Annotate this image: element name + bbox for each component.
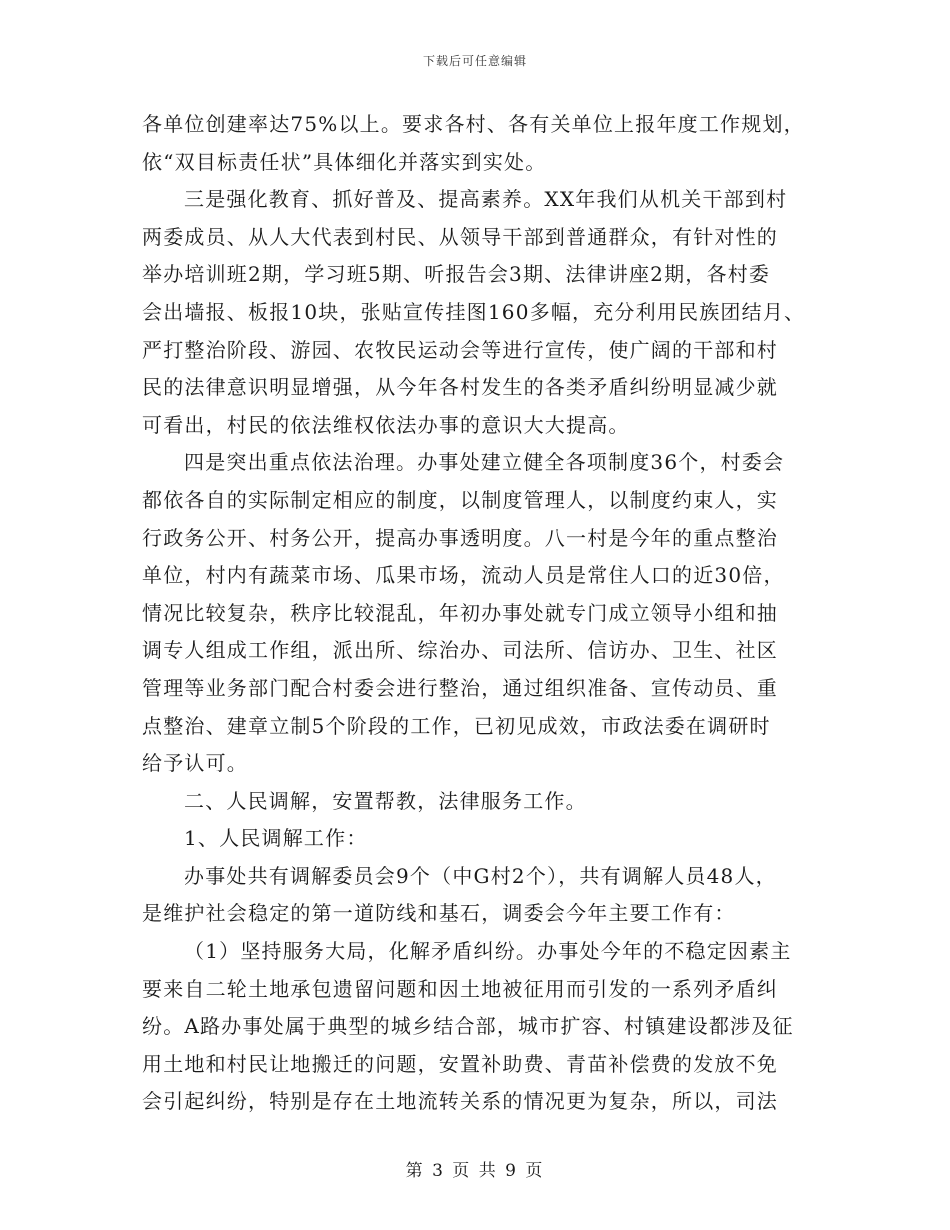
- text-line: 民的法律意识明显增强，从今年各村发生的各类矛盾纠纷明显减少就: [142, 375, 778, 400]
- page-header: 下载后可任意编辑: [422, 54, 527, 68]
- text-line: 用土地和村民让地搬迁的问题，安置补助费、青苗补偿费的发放不免: [142, 1051, 778, 1076]
- text-line: 点整治、建章立制5个阶段的工作，已初见成效，市政法委在调研时: [142, 713, 771, 738]
- text-line: 三是强化教育、抓好普及、提高素养。XX年我们从机关干部到村: [184, 187, 788, 212]
- text-line: 会出墙报、板报10块，张贴宣传挂图160多幅，充分利用民族团结月、: [142, 299, 806, 324]
- text-line: 单位，村内有蔬菜市场、瓜果市场，流动人员是常住人口的近30倍，: [142, 563, 785, 588]
- text-line: 纷。A路办事处属于典型的城乡结合部，城市扩容、村镇建设都涉及征: [142, 1014, 794, 1039]
- text-line: 二、人民调解，安置帮教，法律服务工作。: [184, 788, 587, 813]
- text-line: 1、人民调解工作：: [184, 826, 368, 851]
- text-line: 管理等业务部门配合村委会进行整治，通过组织准备、宣传动员、重: [142, 675, 778, 700]
- text-line: 调专人组成工作组，派出所、综治办、司法所、信访办、卫生、社区: [142, 638, 778, 663]
- text-line: 都依各自的实际制定相应的制度，以制度管理人，以制度约束人，实: [142, 487, 778, 512]
- text-line: 依“双目标责任状”具体细化并落实到实处。: [142, 149, 547, 174]
- text-line: 各单位创建率达75%以上。要求各村、各有关单位上报年度工作规划，: [142, 112, 805, 136]
- text-line: 情况比较复杂，秩序比较混乱，年初办事处就专门成立领导小组和抽: [142, 600, 778, 625]
- page-number: 第 3 页 共 9 页: [405, 1161, 545, 1181]
- text-line: 要来自二轮土地承包遗留问题和因土地被征用而引发的一系列矛盾纠: [142, 976, 778, 1001]
- text-line: 行政务公开、村务公开，提高办事透明度。八一村是今年的重点整治: [142, 525, 778, 550]
- text-line: 四是突出重点依法治理。办事处建立健全各项制度36个，村委会: [184, 450, 785, 475]
- text-line: 可看出，村民的依法维权依法办事的意识大大提高。: [142, 412, 630, 437]
- text-line: 是维护社会稳定的第一道防线和基石，调委会今年主要工作有：: [142, 901, 736, 926]
- text-line: 严打整治阶段、游园、农牧民运动会等进行宣传，使广阔的干部和村: [142, 337, 778, 362]
- document-body: [142, 106, 822, 1121]
- text-line: 会引起纠纷，特别是存在土地流转关系的情况更为复杂，所以，司法: [142, 1089, 778, 1114]
- text-line: 办事处共有调解委员会9个（中G村2个），共有调解人员48人，: [184, 863, 777, 888]
- text-line: （1）坚持服务大局，化解矛盾纠纷。办事处今年的不稳定因素主: [184, 939, 792, 964]
- text-line: 举办培训班2期，学习班5期、听报告会3期、法律讲座2期，各村委: [142, 262, 771, 287]
- text-line: 给予认可。: [142, 751, 248, 776]
- text-line: 两委成员、从人大代表到村民、从领导干部到普通群众，有针对性的: [142, 224, 778, 249]
